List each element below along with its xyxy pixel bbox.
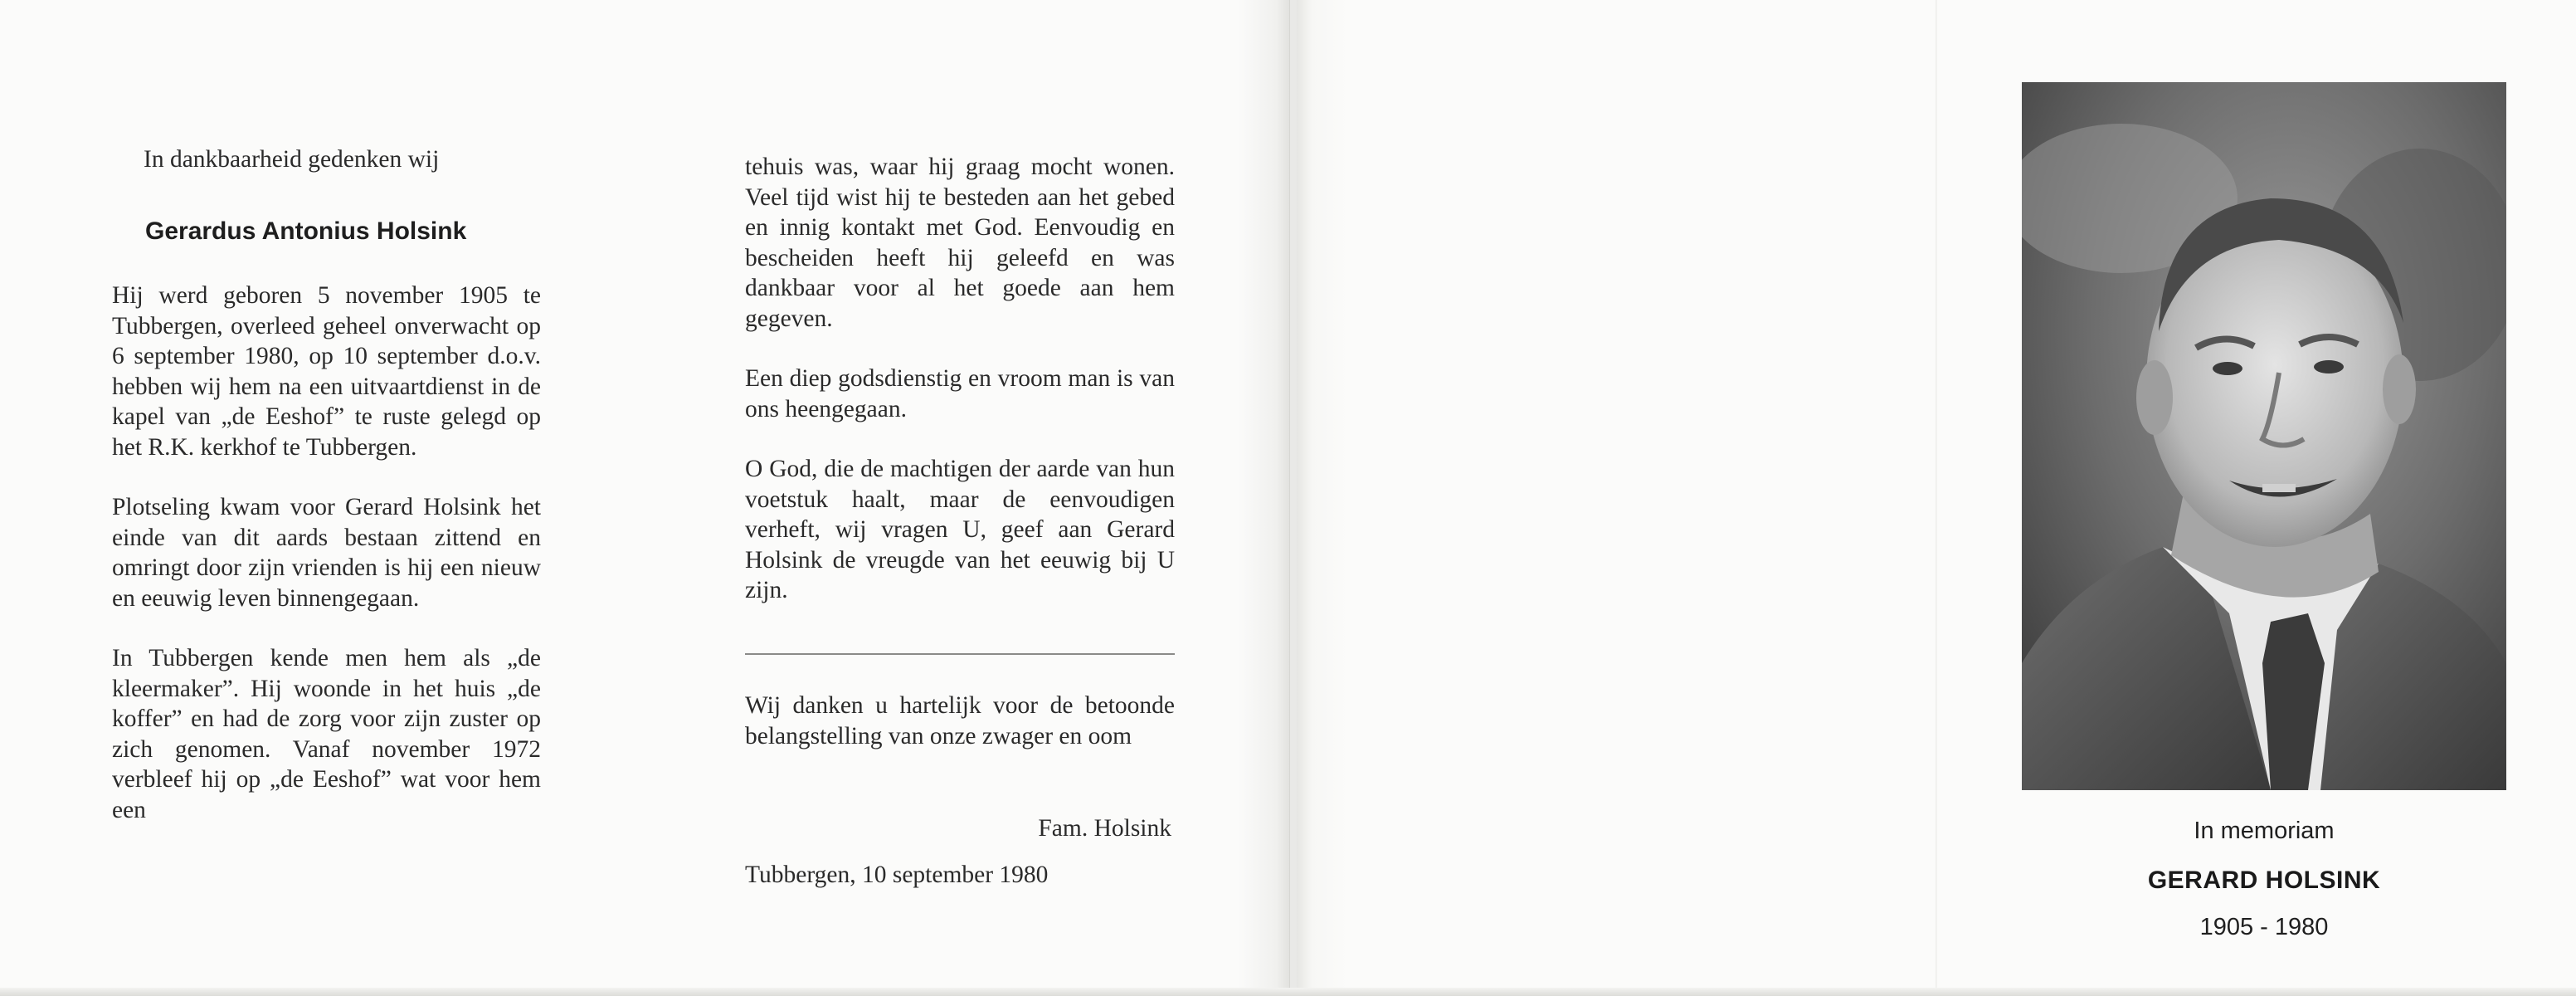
portrait-photo-icon [2022,82,2506,790]
column-1 [112,281,541,825]
in-memoriam-label: In memoriam [2194,818,2335,844]
paragraph-home: tehuis was, waar hij graag mocht wonen. Veel tijd wist hij te besteden aan het gebed en innig kontakt met God. Eenvoudig en bescheiden heeft hij geleefd en was dankbaar voor al het goede aan hem gegeven. [745,154,1175,332]
paragraph-passing: Plotseling kwam voor Gerard Holsink het einde van dit aards bestaan zittend en omringt door zijn vrienden is hij een nieuw en eeuwig leven binnengegaan. [112,494,541,612]
divider-line [745,653,1175,655]
paragraph-birth-death: Hij werd geboren 5 november 1905 te Tubbergen, overleed geheel onverwacht op 6 september 1980, op 10 september d.o.v. hebben wij hem na een uitvaartdienst in de kapel van „de Eeshof” te ruste gelegd op het R.K. kerkhof te Tubbergen. [112,282,541,461]
full-name-heading: Gerardus Antonius Holsink [145,217,467,245]
family-signature: Fam. Holsink [1038,815,1171,842]
thanks-text: Wij danken u hartelijk voor de betoonde belangstelling van onze zwager en oom [745,692,1175,749]
paragraph-life: In Tubbergen kende men hem als „de kleermaker”. Hij woonde in het huis „de koffer” en had de zorg voor zijn zuster op zich genomen. Vanaf november 1972 verbleef hij op „de Eeshof” wat voor hem een [112,645,541,823]
card-fold [1936,0,1937,996]
paragraph-devout: Een diep godsdienstig en vroom man is van ons heengegaan. [745,365,1175,422]
card-bottom-edge [0,988,2576,996]
place-date: Tubbergen, 10 september 1980 [745,862,1049,888]
life-years: 1905 - 1980 [2199,914,2329,940]
intro-text: In dankbaarheid gedenken wij [144,146,440,173]
paragraph-prayer: O God, die de machtigen der aarde van hun voetstuk haalt, maar de eenvoudigen verheft, wij vragen U, geef aan Gerard Holsink de vreugde van het eeuwig bij U zijn. [745,456,1175,603]
column-2 [745,152,1175,606]
thanks-block [745,691,1175,751]
deceased-name: GERARD HOLSINK [2147,867,2381,894]
